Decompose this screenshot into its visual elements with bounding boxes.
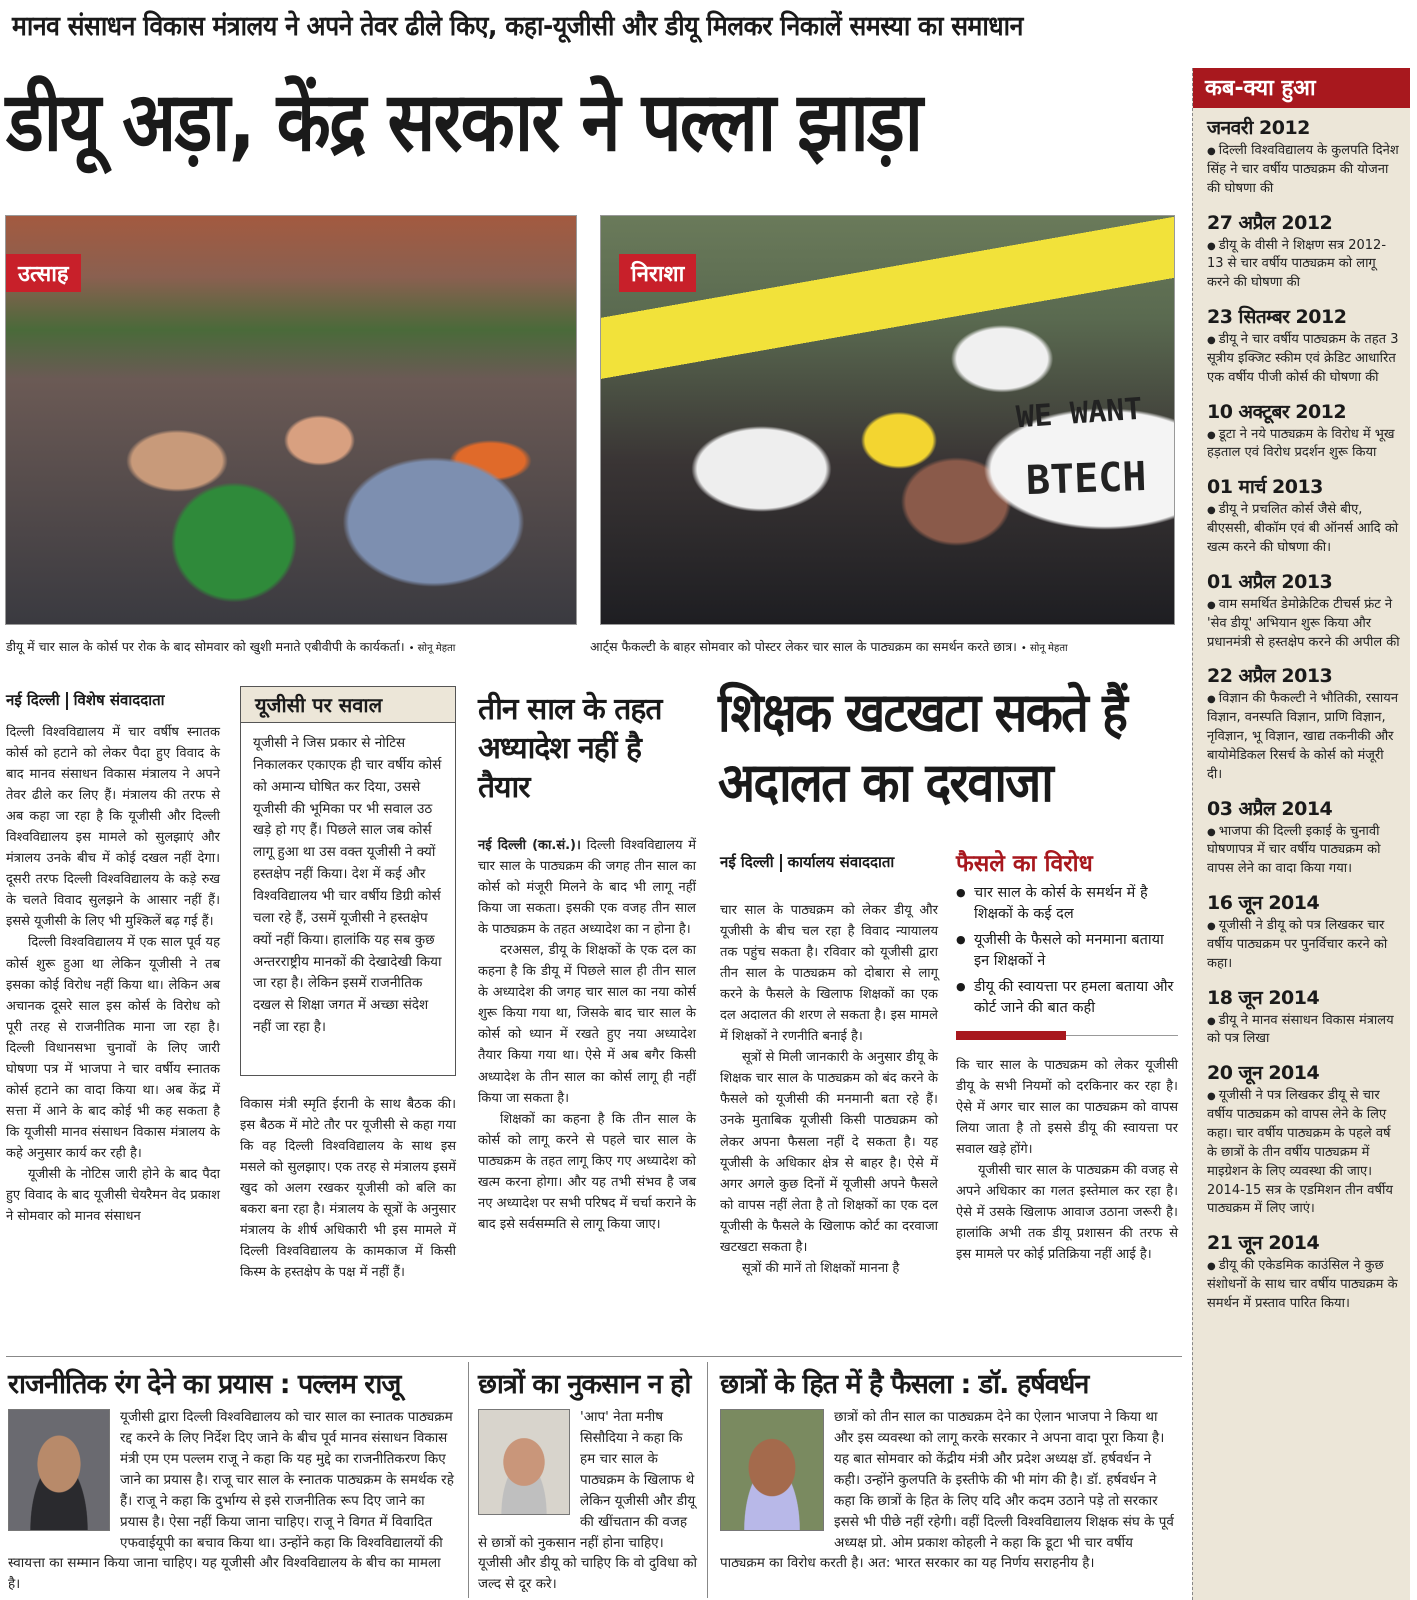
byline-reporter: कार्यालय संवाददाता	[787, 853, 895, 871]
quote-body	[478, 1407, 700, 1595]
timeline-text: ● यूजीसी ने डीयू को पत्र लिखकर चार वर्षीय पाठ्यक्रम पर पुनर्विचार करने को कहा।	[1207, 917, 1400, 974]
protest-sign-line2: BTECH	[1025, 453, 1148, 505]
column-divider	[707, 1362, 708, 1598]
timeline-date: 18 जून 2014	[1207, 986, 1320, 1009]
timeline-item	[1193, 108, 1410, 203]
ugc-box-title: यूजीसी पर सवाल	[241, 687, 455, 723]
quote-title: छात्रों का नुकसान न हो	[478, 1369, 691, 1400]
bottom-divider	[6, 1356, 1182, 1357]
timeline-text: ● डीयू ने चार वर्षीय पाठ्यक्रम के तहत 3 सूत्रीय इक्जिट स्कीम एवं क्रेडिट आधारित एक वर्षीय पीजी कोर्स की घोषणा की	[1207, 331, 1400, 388]
timeline-item	[1193, 656, 1410, 788]
dateline: नई दिल्ली (का.सं.)।	[478, 838, 581, 853]
grey-line	[1066, 1035, 1178, 1036]
article-paragraph: यूजीसी के नोटिस जारी होने के बाद पैदा हुए विवाद के बाद यूजीसी चेयरैमन वेद प्रकाश ने सोमवार को मानव संसाधन	[6, 1166, 220, 1225]
byline-place: नई दिल्ली	[720, 853, 774, 871]
ordinance-headline: तीन साल के तहत अध्यादेश नहीं है तैयार	[478, 692, 662, 805]
court-byline	[720, 852, 894, 872]
article-paragraph: यूजीसी चार साल के पाठ्यक्रम की वजह से अपने अधिकार का गलत इस्तेमाल कर रहा है। ऐसे में उसके खिलाफ आवाज उठाना जरूरी है। हालांकि अभी तक डीयू प्रशासन की तरफ से इस मामले पर कोई प्रतिक्रिया नहीं आई है।	[956, 1163, 1178, 1263]
photo-protest	[600, 215, 1175, 625]
portrait-manish-sisodia	[478, 1409, 570, 1515]
timeline-text: ● यूजीसी ने पत्र लिखकर डीयू से चार वर्षीय पाठ्यक्रम को वापस लेने के लिए कहा। चार वर्षीय पाठ्यक्रम के पहले वर्ष के छात्रों के तीन वर्षीय पाठ्यक्रम में माइग्रेशन के लिए व्यवस्था की जाए। 2014-15 सत्र के एडमिशन तीन वर्षीय पाठ्यक्रम में लिए जाएं।	[1207, 1087, 1400, 1219]
highlight-box	[956, 846, 1178, 1040]
article-paragraph: दिल्ली विश्वविद्यालय में चार वर्षीष स्नातक कोर्स को हटाने को लेकर पैदा हुए विवाद के बाद मानव संसाधन विकास मंत्रालय ने अपने तेवर ढीले कर लिए हैं। मंत्रालय की तरफ से अब कहा जा रहा है कि यूजीसी और दिल्ली विश्वविद्यालय इस मामले को सुलझाएं और मंत्रालय उनके बीच में कोई दखल नहीं देगा। दूसरी तरफ दिल्ली विश्वविद्यालय के कड़े रुख के चलते विवाद सुलझने के आसार नहीं हैं। इससे यूजीसी के लिए भी मुश्किलें बढ़ गई हैं।	[6, 725, 220, 930]
photo-tag-celebration: उत्साह	[6, 254, 81, 292]
timeline-date: 20 जून 2014	[1207, 1062, 1320, 1085]
caption-text: आर्ट्स फैकल्टी के बाहर सोमवार को पोस्टर लेकर चार साल के पाठ्यक्रम का समर्थन करते छात्र।	[590, 639, 1017, 654]
timeline-text: ● डीयू के वीसी ने शिक्षण सत्र 2012-13 से चार वर्षीय पाठ्यक्रम को लागू करने की घोषणा की	[1207, 237, 1400, 294]
protest-sign-line1: WE WANT	[1014, 391, 1144, 436]
timeline-date: जनवरी 2012	[1207, 117, 1310, 139]
highlight-divider	[956, 1031, 1178, 1040]
portrait-harsh-vardhan	[720, 1409, 824, 1531]
main-article-body	[6, 722, 220, 1227]
highlight-bullet: ● यूजीसी के फैसले को मनमाना बताया इन शिक्षकों ने	[956, 930, 1178, 972]
photo-celebration	[5, 215, 577, 625]
timeline-list	[1193, 108, 1410, 1318]
byline-separator	[780, 854, 782, 872]
timeline-item	[1193, 297, 1410, 392]
timeline-item	[1193, 978, 1410, 1054]
byline-reporter: विशेष संवाददाता	[73, 691, 165, 709]
timeline-text: ● डीयू की एकेडमिक काउंसिल ने कुछ संशोधनों के साथ चार वर्षीय पाठ्यक्रम के समर्थन में प्रस्ताव पारित किया।	[1207, 1257, 1400, 1314]
timeline-text: ● विज्ञान की फैकल्टी ने भौतिकी, रसायन विज्ञान, वनस्पति विज्ञान, प्राणि विज्ञान, नृविज्ञान, भू विज्ञान, खाद्य तकनीकी और बायोमेडिकल रिसर्च के कोर्स को मंजूरी दी।	[1207, 690, 1400, 784]
main-byline	[6, 690, 165, 710]
photo-caption-protest	[590, 638, 1068, 655]
quote-title: राजनीतिक रंग देने का प्रयास : पल्लम राजू	[8, 1369, 401, 1400]
article-paragraph: सूत्रों से मिली जानकारी के अनुसार डीयू के शिक्षक चार साल के पाठ्यक्रम को बंद करने के फैसले को यूजीसी की मनमानी बता रहे हैं। उनके मुताबिक यूजीसी किसी पाठ्यक्रम को लेकर अपना फैसला नहीं दे सकता है। यह यूजीसी के अधिकार क्षेत्र से बाहर है। ऐसे में अगर अगले कुछ दिनों में यूजीसी अपने फैसले को वापस नहीं लेता है तो शिक्षकों का एक दल यूजीसी के फैसले के खिलाफ कोर्ट का दरवाजा खटखटा सकता है।	[720, 1050, 938, 1255]
article-paragraph: दिल्ली विश्वविद्यालय में एक साल पूर्व यह कोर्स शुरू हुआ था लेकिन यूजीसी ने तब इसका कोई विरोध नहीं किया था। लेकिन अब अचानक दूसरे साल इस कोर्स के विरोध को पूरी तरह से राजनीतिक माना जा रहा है। दिल्ली विधानसभा चुनावों के लिए जारी घोषणा पत्र में भाजपा ने चार वर्षीय स्नातक कोर्स हटाने का वादा किया था। अब केंद्र में सत्ता में आने के बाद कोई भी कह सकता है कि यूजीसी मानव संसाधन विकास मंत्रालय के कहे अनुसार कार्य कर रही है।	[6, 935, 220, 1161]
quote-harsh-vardhan	[720, 1364, 1180, 1574]
timeline-date: 27 अप्रैल 2012	[1207, 211, 1333, 234]
court-article-body	[720, 900, 938, 1279]
timeline-date: 03 अप्रैल 2014	[1207, 797, 1333, 820]
highlight-title: फैसले का विरोध	[956, 851, 1093, 877]
timeline-item	[1193, 392, 1410, 468]
timeline-item	[1193, 203, 1410, 298]
article-paragraph: चार साल के पाठ्यक्रम को लेकर डीयू और यूजीसी के बीच चल रहा है विवाद न्यायालय तक पहुंच सकता है। रविवार को यूजीसी द्वारा तीन साल के पाठ्यक्रम को दोबारा से लागू करने के फैसले के खिलाफ शिक्षकों का एक दल अदालत की शरण ले सकता है। इस मामले में शिक्षकों ने रणनीति बनाई है।	[720, 903, 938, 1045]
highlight-bullet: ● चार साल के कोर्स के समर्थन में है शिक्षकों के कई दल	[956, 883, 1178, 925]
column-divider	[468, 1362, 469, 1598]
photo-credit: • सोनू मेहता	[1020, 643, 1068, 654]
highlight-bullets	[956, 883, 1178, 1019]
photo-credit: • सोनू मेहता	[408, 643, 456, 654]
timeline-item	[1193, 883, 1410, 978]
article-paragraph: सूत्रों की मानें तो शिक्षकों मानना है	[742, 1260, 900, 1276]
ordinance-article-body	[478, 835, 696, 1235]
article-paragraph: शिक्षकों का कहना है कि तीन साल के कोर्स को लागू करने से पहले चार साल के पाठ्यक्रम के तहत लागू किए गए अध्यादेश को खत्म करना होगा। और यह तभी संभव है जब नए अध्यादेश पर सभी परिषद में चर्चा कराने के बाद इसे सर्वसम्मति से लागू किया जाए।	[478, 1111, 696, 1232]
article-paragraph: कि चार साल के पाठ्यक्रम को लेकर यूजीसी डीयू के सभी नियमों को दरकिनार कर रहा है। ऐसे में अगर चार साल का पाठ्यक्रम को वापस लिया जाता है तो इससे डीयू की स्वायत्ता पर सवाल खड़े होंगे।	[956, 1058, 1178, 1158]
quote-sisodia	[478, 1364, 700, 1595]
timeline-item	[1193, 789, 1410, 884]
byline-place: नई दिल्ली	[6, 691, 60, 709]
article-paragraph: दरअसल, डीयू के शिक्षकों के एक दल का कहना है कि डीयू में पिछले साल ही तीन साल के अध्यादेश की जगह चार साल का नया कोर्स शुरू किया गया था, जिसके बाद चार साल के कोर्स को ध्यान में रखते हुए नया अध्यादेश तैयार किया गया था। ऐसे में अब बगैर किसी अध्यादेश के तीन साल का कोर्स लागू ही नहीं किया जा सकता है।	[478, 943, 696, 1106]
timeline-date: 22 अप्रैल 2013	[1207, 665, 1333, 688]
timeline-date: 01 अप्रैल 2013	[1207, 570, 1333, 593]
timeline-item	[1193, 562, 1410, 657]
timeline-text: ● डीयू ने प्रचलित कोर्स जैसे बीए, बीएससी, बीकॉम एवं बी ऑनर्स आदि को खत्म करने की घोषणा की।	[1207, 501, 1400, 558]
quote-pallam-raju	[8, 1364, 456, 1595]
paragraph-text: दिल्ली विश्वविद्यालय में चार साल के पाठ्यक्रम की जगह तीन साल का कोर्स को मंजूरी मिलने के बाद भी लागू नहीं किया जा सकता। इसकी एक वजह तीन साल के पाठ्यक्रम के तहत अध्यादेश का न होना है।	[478, 838, 696, 938]
timeline-text: ● डूटा ने नये पाठ्यक्रम के विरोध में भूख हड़ताल एवं विरोध प्रदर्शन शुरू किया	[1207, 426, 1400, 464]
timeline-date: 01 मार्च 2013	[1207, 476, 1323, 499]
byline-separator	[66, 692, 68, 710]
quote-body	[8, 1407, 456, 1595]
caption-text: डीयू में चार साल के कोर्स पर रोक के बाद सोमवार को खुशी मनाते एबीवीपी के कार्यकर्ता।	[6, 639, 405, 654]
quote-text: यूजीसी द्वारा दिल्ली विश्वविद्यालय को चार साल का स्नातक पाठ्यक्रम रद्द करने के लिए निर्देश दिए जाने के बीच पूर्व मानव संसाधन विकास मंत्री एम एम पल्लम राजू ने कहा कि यह मुद्दे का राजनीतिकरण किए जाने का प्रयास है। राजू चार साल के स्नातक पाठ्यक्रम के समर्थक रहे हैं। राजू ने कहा कि दुर्भाग्य से इसे राजनीतिक रूप दिए जाने का प्रयास है। ऐसा नहीं किया जाना चाहिए। राजू ने विगत में विवादित एफवाईयूपी का बचाव किया था। उन्होंने कहा कि विश्वविद्यालयों की स्वायत्ता का सम्मान किया जाना चाहिए। यह यूजीसी और विश्वविद्यालय के बीच का मामला है।	[8, 1409, 454, 1593]
main-headline: डीयू अड़ा, केंद्र सरकार ने पल्ला झाड़ा	[6, 75, 922, 170]
timeline-date: 23 सितम्बर 2012	[1207, 306, 1347, 329]
quote-text: 'आप' नेता मनीष सिसौदिया ने कहा कि हम चार साल के पाठ्यक्रम के खिलाफ थे लेकिन यूजीसी और डीयू की खींचतान की वजह से छात्रों को नुकसान नहीं होना चाहिए। यूजीसी और डीयू को चाहिए कि वो दुविधा को जल्द से दूर करे।	[478, 1409, 697, 1593]
highlight-bullet: ● डीयू की स्वायत्ता पर हमला बताया और कोर्ट जाने की बात कही	[956, 977, 1178, 1019]
court-article-continuation	[956, 1055, 1178, 1265]
timeline-text: ● डीयू ने मानव संसाधन विकास मंत्रालय को पत्र लिखा	[1207, 1012, 1400, 1050]
timeline-text: ● वाम समर्थित डेमोक्रेटिक टीचर्स फ्रंट ने 'सेव डीयू' अभियान शुरू किया और प्रधानमंत्री से हस्तक्षेप करने की अपील की	[1207, 596, 1400, 653]
kicker-headline: मानव संसाधन विकास मंत्रालय ने अपने तेवर ढीले किए, कहा-यूजीसी और डीयू मिलकर निकालें समस्या का समाधान	[12, 11, 1023, 42]
portrait-pallam-raju	[8, 1409, 110, 1531]
quote-text: छात्रों को तीन साल का पाठ्यक्रम देने का ऐलान भाजपा ने किया था और इस व्यवस्था को लागू करके सरकार ने अपना वादा पूरा किया है। यह बात सोमवार को केंद्रीय मंत्री और प्रदेश अध्यक्ष डॉ. हर्षवर्धन ने कही। उन्होंने कुलपति के इस्तीफे की भी मांग की है। डॉ. हर्षवर्धन ने कहा कि छात्रों के हित के लिए यदि और कदम उठाने पड़े तो सरकार इससे भी पीछे नहीं रहेगी। वहीं दिल्ली विश्वविद्यालय शिक्षक संघ के पूर्व अध्यक्ष प्रो. ओम प्रकाश कोहली ने कहा कि डूटा भी चार वर्षीय पाठ्यक्रम का विरोध करती है। अत: भारत सरकार का यह निर्णय सराहनीय है।	[720, 1409, 1174, 1572]
article-paragraph	[478, 835, 696, 940]
timeline-text: ● दिल्ली विश्वविद्यालय के कुलपति दिनेश सिंह ने चार वर्षीय पाठ्यक्रम की योजना की घोषणा की	[1207, 142, 1400, 199]
timeline-date: 21 जून 2014	[1207, 1232, 1320, 1255]
red-bar	[956, 1031, 1066, 1040]
ugc-box-text: यूजीसी ने जिस प्रकार से नोटिस निकालकर एकाएक ही चार वर्षीय कोर्स को अमान्य घोषित कर दिया, उससे यूजीसी की भूमिका पर भी सवाल उठ खड़े हो गए हैं। पिछले साल जब कोर्स लागू हुआ था उस वक्त यूजीसी ने क्यों हस्तक्षेप नहीं किया। देश में कई और विश्वविद्यालय भी चार वर्षीय डिग्री कोर्स चला रहे हैं, उसमें यूजीसी ने हस्तक्षेप क्यों नहीं किया। हालांकि यह सब कुछ अन्तरराष्ट्रीय मानकों की देखादेखी किया जा रहा है। लेकिन इसमें राजनीतिक दखल से शिक्षा जगत में अच्छा संदेश नहीं जा रहा है।	[253, 735, 442, 1036]
quote-body	[720, 1407, 1180, 1574]
ugc-question-box	[240, 686, 456, 1076]
quote-title: छात्रों के हित में है फैसला : डॉ. हर्षवर्धन	[720, 1369, 1089, 1400]
photo-caption-celebration	[6, 638, 455, 655]
timeline-sidebar	[1192, 68, 1410, 1600]
main-article-continuation: विकास मंत्री स्मृति ईरानी के साथ बैठक की। इस बैठक में मोटे तौर पर यूजीसी से कहा गया कि वह दिल्ली विश्वविद्यालय के साथ इस मसले को सुलझाए। एक तरह से मंत्रालय इसमें खुद को अलग रखकर यूजीसी को बलि का बकरा बना रहा है। मंत्रालय के सूत्रों के अनुसार मंत्रालय के शीर्ष अधिकारी भी इस मामले में दिल्ली विश्वविद्यालय के कामकाज में किसी किस्म के हस्तक्षेप के पक्ष में नहीं हैं।	[240, 1097, 456, 1281]
timeline-text: ● भाजपा की दिल्ली इकाई के चुनावी घोषणापत्र में चार वर्षीय पाठ्यक्रम को वापस लेने का वादा किया गया।	[1207, 823, 1400, 880]
court-headline: शिक्षक खटखटा सकते हैं अदालत का दरवाजा	[718, 681, 1127, 815]
timeline-item	[1193, 1053, 1410, 1223]
timeline-date: 10 अक्टूबर 2012	[1207, 400, 1347, 423]
timeline-title: कब-क्या हुआ	[1193, 68, 1410, 108]
timeline-item	[1193, 1223, 1410, 1318]
timeline-date: 16 जून 2014	[1207, 892, 1320, 915]
timeline-item	[1193, 467, 1410, 562]
photo-tag-protest: निराशा	[619, 254, 696, 292]
